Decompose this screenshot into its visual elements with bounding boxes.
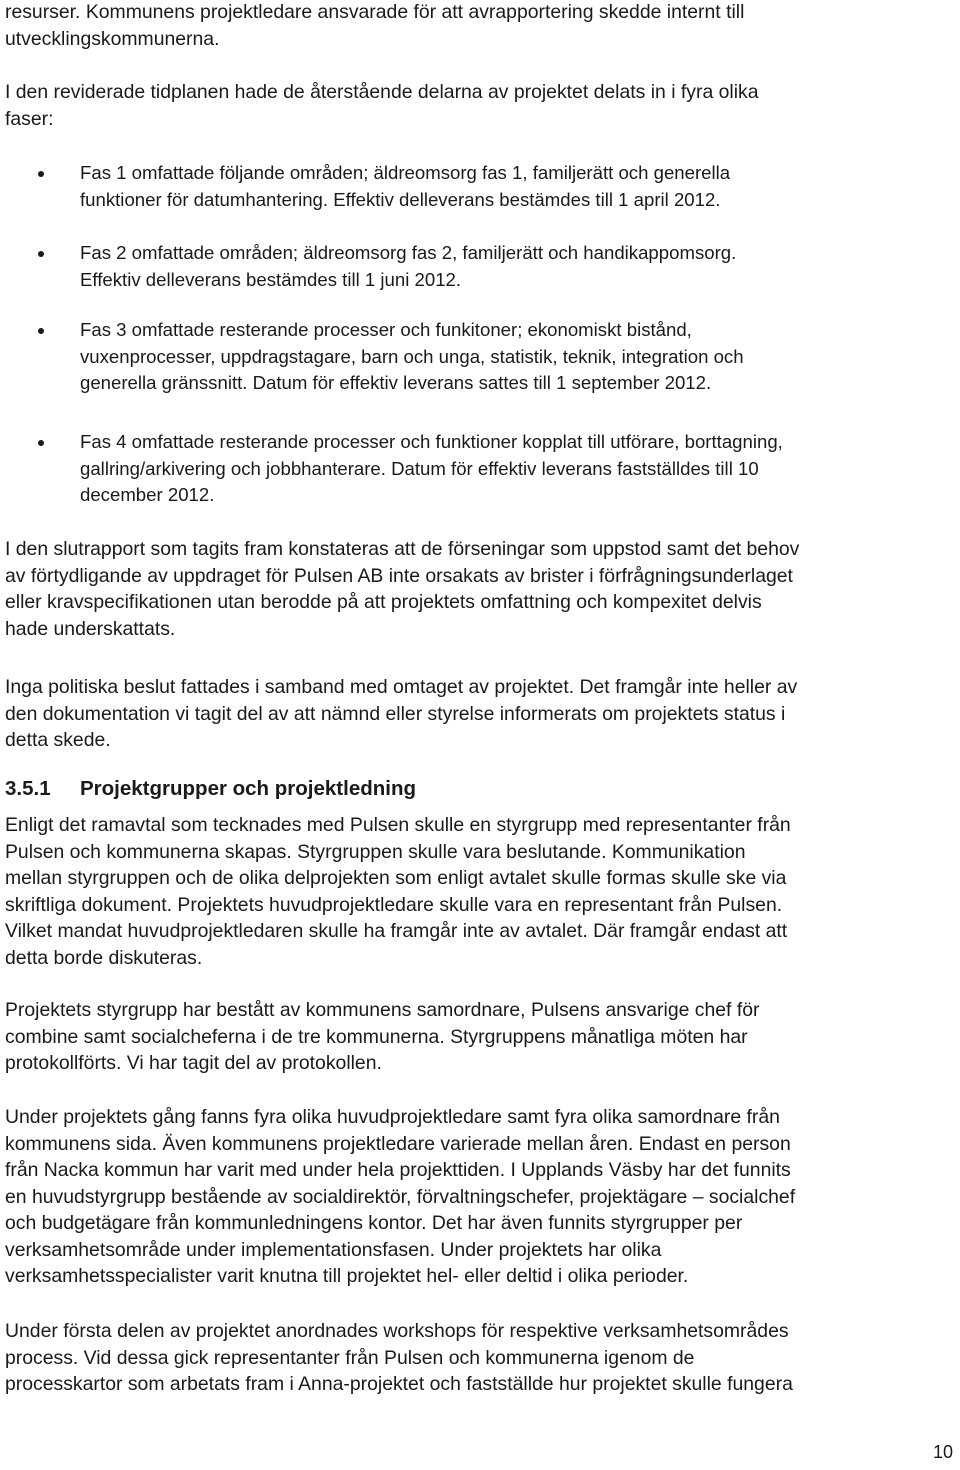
section-heading bbox=[5, 776, 416, 803]
text-line: verksamhetsområde under implementationsfasen. Under projektets har olika bbox=[5, 1238, 662, 1261]
steering-group-paragraph bbox=[5, 997, 759, 1077]
bullet-icon bbox=[38, 171, 44, 177]
text-line: hade underskattats. bbox=[5, 617, 176, 640]
text-line: och budgetägare från kommunledningens kontor. Det har även funnits styrgrupper per bbox=[5, 1212, 743, 1234]
text-line: en huvudstyrgrupp bestående av socialdirektör, förvaltningschefer, projektägare – socialchef bbox=[5, 1185, 796, 1208]
text-line: från Nacka kommun har varit med under hela projekttiden. I Upplands Väsby har det funnits bbox=[5, 1159, 791, 1181]
section-number: 3.5.1 bbox=[5, 777, 51, 800]
text-line: skriftliga dokument. Projektets huvudprojektledare skulle vara en representant från Pulsen. bbox=[5, 893, 783, 916]
text-line: Fas 1 omfattade följande områden; äldreomsorg fas 1, familjerätt och generella bbox=[80, 162, 731, 183]
text-line: faser: bbox=[5, 107, 54, 130]
text-line: Fas 3 omfattade resterande processer och funkitoner; ekonomiskt bistånd, bbox=[80, 319, 692, 340]
bullet-icon bbox=[38, 440, 44, 446]
text-line: funktioner för datumhantering. Effektiv delleverans bestämdes till 1 april 2012. bbox=[80, 188, 721, 210]
political-decision-paragraph bbox=[5, 674, 797, 754]
bullet-icon bbox=[38, 328, 44, 334]
text-line: Fas 4 omfattade resterande processer och funktioner kopplat till utförare, borttagning, bbox=[80, 431, 783, 452]
text-line: den dokumentation vi tagit del av att nämnd eller styrelse informerats om projektets status i bbox=[5, 702, 786, 725]
text-line: protokollförts. Vi har tagit del av protokollen. bbox=[5, 1052, 382, 1074]
workshops-paragraph bbox=[5, 1318, 793, 1398]
text-line: I den reviderade tidplanen hade de återstående delarna av projektet delats in i fyra olika bbox=[5, 81, 759, 103]
text-line: Vilket mandat huvudprojektledaren skulle ha framgår inte av avtalet. Där framgår endast att bbox=[5, 920, 788, 942]
text-line: december 2012. bbox=[80, 484, 215, 505]
phase-2-item bbox=[5, 240, 736, 293]
text-line: Pulsen och kommunerna skapas. Styrgruppen skulle vara beslutande. Kommunikation bbox=[5, 840, 746, 863]
text-line: vuxenprocesser, uppdragstagare, barn och unga, statistik, teknik, integration och bbox=[80, 345, 744, 367]
text-line: gallring/arkivering och jobbhanterare. Datum för effektiv leverans fastställdes till 10 bbox=[80, 457, 759, 479]
text-line: processkartor som arbetats fram i Anna-projektet och fastställde hur projektet skulle fungera bbox=[5, 1373, 793, 1395]
text-line: av förtydligande av uppdraget för Pulsen AB inte orsakats av brister i förfrågningsunderlaget bbox=[5, 564, 793, 587]
text-line: verksamhetsspecialister varit knutna till projektet hel- eller deltid i olika perioder. bbox=[5, 1265, 689, 1287]
text-line: Under projektets gång fanns fyra olika huvudprojektledare samt fyra olika samordnare från bbox=[5, 1106, 780, 1128]
text-line: eller kravspecifikationen utan berodde på att projektets omfattning och kompexitet delvis bbox=[5, 591, 762, 613]
revised-schedule-paragraph bbox=[5, 79, 759, 132]
section-title: Projektgrupper och projektledning bbox=[80, 777, 417, 800]
text-line: utvecklingskommunerna. bbox=[5, 27, 220, 50]
page-number: 10 bbox=[932, 1442, 953, 1462]
framework-paragraph bbox=[5, 812, 791, 971]
text-line: Effektiv delleverans bestämdes till 1 juni 2012. bbox=[80, 268, 462, 290]
text-line: detta skede. bbox=[5, 729, 111, 751]
text-line: resurser. Kommunens projektledare ansvarade för att avrapportering skedde internt till bbox=[5, 1, 745, 23]
text-line: generella gränssnitt. Datum för effektiv leverans sattes till 1 september 2012. bbox=[80, 372, 712, 393]
phase-3-item bbox=[5, 317, 744, 397]
text-line: Projektets styrgrupp har bestått av kommunens samordnare, Pulsens ansvarige chef för bbox=[5, 999, 760, 1021]
text-line: Fas 2 omfattade områden; äldreomsorg fas 2, familjerätt och handikappomsorg. bbox=[80, 242, 737, 263]
text-line: combine samt socialcheferna i de tre kommunerna. Styrgruppens månatliga möten har bbox=[5, 1025, 748, 1048]
text-line: kommunens sida. Även kommunens projektledare varierade mellan åren. Endast en person bbox=[5, 1132, 791, 1155]
project-course-paragraph bbox=[5, 1104, 795, 1290]
text-line: Inga politiska beslut fattades i samband med omtaget av projektet. Det framgår inte heller av bbox=[5, 676, 798, 698]
text-line: Enligt det ramavtal som tecknades med Pulsen skulle en styrgrupp med representanter från bbox=[5, 814, 791, 836]
final-report-paragraph bbox=[5, 536, 799, 642]
intro-paragraph bbox=[5, 0, 744, 52]
text-line: mellan styrgruppen och de olika delprojekten som enligt avtalet skulle formas skulle ske via bbox=[5, 867, 787, 889]
bullet-icon bbox=[38, 251, 44, 257]
text-line: I den slutrapport som tagits fram konstateras att de förseningar som uppstod samt det behov bbox=[5, 538, 800, 560]
text-line: process. Vid dessa gick representanter från Pulsen och kommunerna igenom de bbox=[5, 1346, 695, 1369]
phase-1-item bbox=[5, 160, 730, 213]
text-line: detta borde diskuteras. bbox=[5, 946, 203, 969]
phase-4-item bbox=[5, 429, 783, 509]
text-line: Under första delen av projektet anordnades workshops för respektive verksamhetsområdes bbox=[5, 1320, 789, 1342]
